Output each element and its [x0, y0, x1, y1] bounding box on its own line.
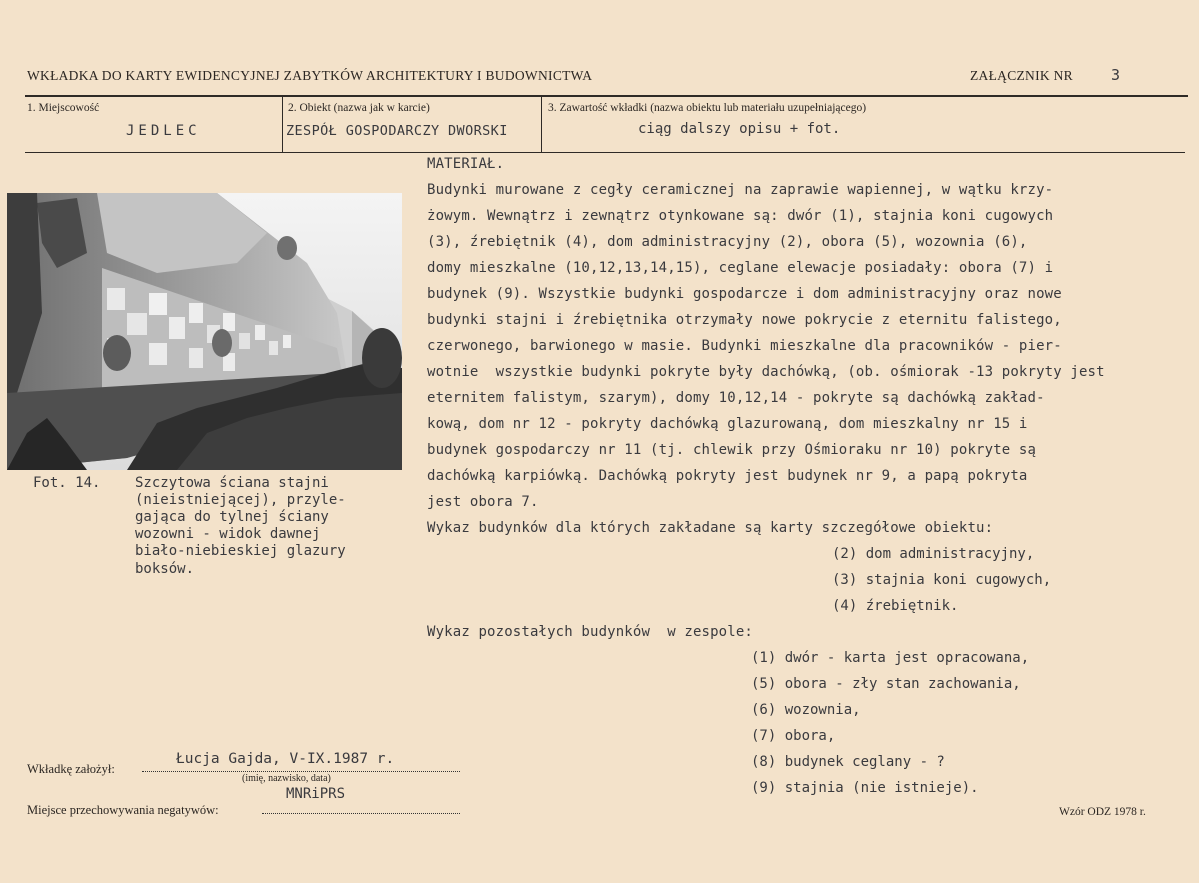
header-rule-top: [25, 95, 1188, 97]
body-line: wotnie wszystkie budynki pokryte były dachówką, (ob. ośmiorak -13 pokryty jest: [427, 364, 1105, 380]
other-building-item: (6) wozownia,: [751, 702, 861, 718]
content-label: 3. Zawartość wkładki (nazwa obiektu lub materiału uzupełniającego): [548, 102, 867, 114]
body-line: budynki stajni i źrebiętnika otrzymały nowe pokrycie z eternitu falistego,: [427, 312, 1062, 328]
body-line: jest obora 7.: [427, 494, 539, 510]
section-heading: MATERIAŁ.: [427, 156, 505, 172]
body-line: budynek gospodarczy nr 11 (tj. chlewik przy Ośmioraku nr 10) pokryte są: [427, 442, 1037, 458]
others-heading: Wykaz pozostałych budynków w zespole:: [427, 624, 753, 640]
wall-photo: [7, 193, 402, 470]
annex-label: ZAŁĄCZNIK NR: [970, 68, 1073, 83]
body-line: dachówką karpiówką. Dachówką pokryty jest budynek nr 9, a papą pokryta: [427, 468, 1028, 484]
body-line: Wykaz budynków dla których zakładane są karty szczegółowe obiektu:: [427, 520, 994, 536]
other-building-item: (9) stajnia (nie istnieje).: [751, 780, 979, 796]
form-code: Wzór ODZ 1978 r.: [1059, 806, 1146, 818]
object-value: ZESPÓŁ GOSPODARCZY DWORSKI: [286, 123, 508, 139]
caption-line: Szczytowa ściana stajni: [135, 475, 329, 491]
body-line: kową, dom nr 12 - pokryty dachówką glazurowaną, dom mieszkalny nr 15 i: [427, 416, 1028, 432]
author-hint: (imię, nazwisko, data): [242, 773, 331, 784]
object-label: 2. Obiekt (nazwa jak w karcie): [288, 102, 430, 114]
annex-number: 3: [1111, 66, 1121, 84]
field-divider-2: [541, 97, 542, 152]
negatives-value: MNRiPRS: [286, 786, 346, 802]
body-line: Budynki murowane z cegły ceramicznej na zaprawie wapiennej, w wątku krzy-: [427, 182, 1054, 198]
body-line: czerwonego, barwionego w masie. Budynki mieszkalne dla pracowników - pier-: [427, 338, 1062, 354]
body-line: (3), źrebiętnik (4), dom administracyjny (2), obora (5), wozownia (6),: [427, 234, 1028, 250]
body-line: budynek (9). Wszystkie budynki gospodarcze i dom administracyjny oraz nowe: [427, 286, 1062, 302]
detail-card-item: (4) źrebiętnik.: [832, 598, 959, 614]
caption-line: gająca do tylnej ściany: [135, 509, 329, 525]
place-label: 1. Miejscowość: [27, 102, 100, 114]
other-building-item: (1) dwór - karta jest opracowana,: [751, 650, 1030, 666]
author-dotted-line: [142, 771, 460, 772]
body-line: żowym. Wewnątrz i zewnątrz otynkowane są: dwór (1), stajnia koni cugowych: [427, 208, 1054, 224]
author-value: Łucja Gajda, V-IX.1987 r.: [176, 751, 395, 767]
negatives-dotted-line: [262, 813, 460, 814]
header-rule-bottom: [25, 152, 1185, 153]
caption-line: (nieistniejącej), przyle-: [135, 492, 346, 508]
detail-card-item: (2) dom administracyjny,: [832, 546, 1035, 562]
body-line: eternitem falistym, szarym), domy 10,12,14 - pokryte są dachówką zakład-: [427, 390, 1045, 406]
other-building-item: (5) obora - zły stan zachowania,: [751, 676, 1021, 692]
negatives-label: Miejsce przechowywania negatywów:: [27, 803, 219, 817]
body-line: domy mieszkalne (10,12,13,14,15), ceglane elewacje posiadały: obora (7) i: [427, 260, 1054, 276]
caption-line: wozowni - widok dawnej: [135, 526, 321, 542]
caption-line: biało-niebieskiej glazury: [135, 543, 346, 559]
photo-number: Fot. 14.: [33, 475, 101, 491]
content-value: ciąg dalszy opisu + fot.: [638, 121, 841, 137]
caption-line: boksów.: [135, 561, 195, 577]
detail-card-item: (3) stajnia koni cugowych,: [832, 572, 1052, 588]
other-building-item: (8) budynek ceglany - ?: [751, 754, 945, 770]
other-building-item: (7) obora,: [751, 728, 836, 744]
card-title: WKŁADKA DO KARTY EWIDENCYJNEJ ZABYTKÓW ARCHITEKTURY I BUDOWNICTWA: [27, 68, 593, 83]
place-value: JEDLEC: [126, 123, 201, 139]
field-divider-1: [282, 97, 283, 152]
author-label: Wkładkę założył:: [27, 762, 115, 776]
